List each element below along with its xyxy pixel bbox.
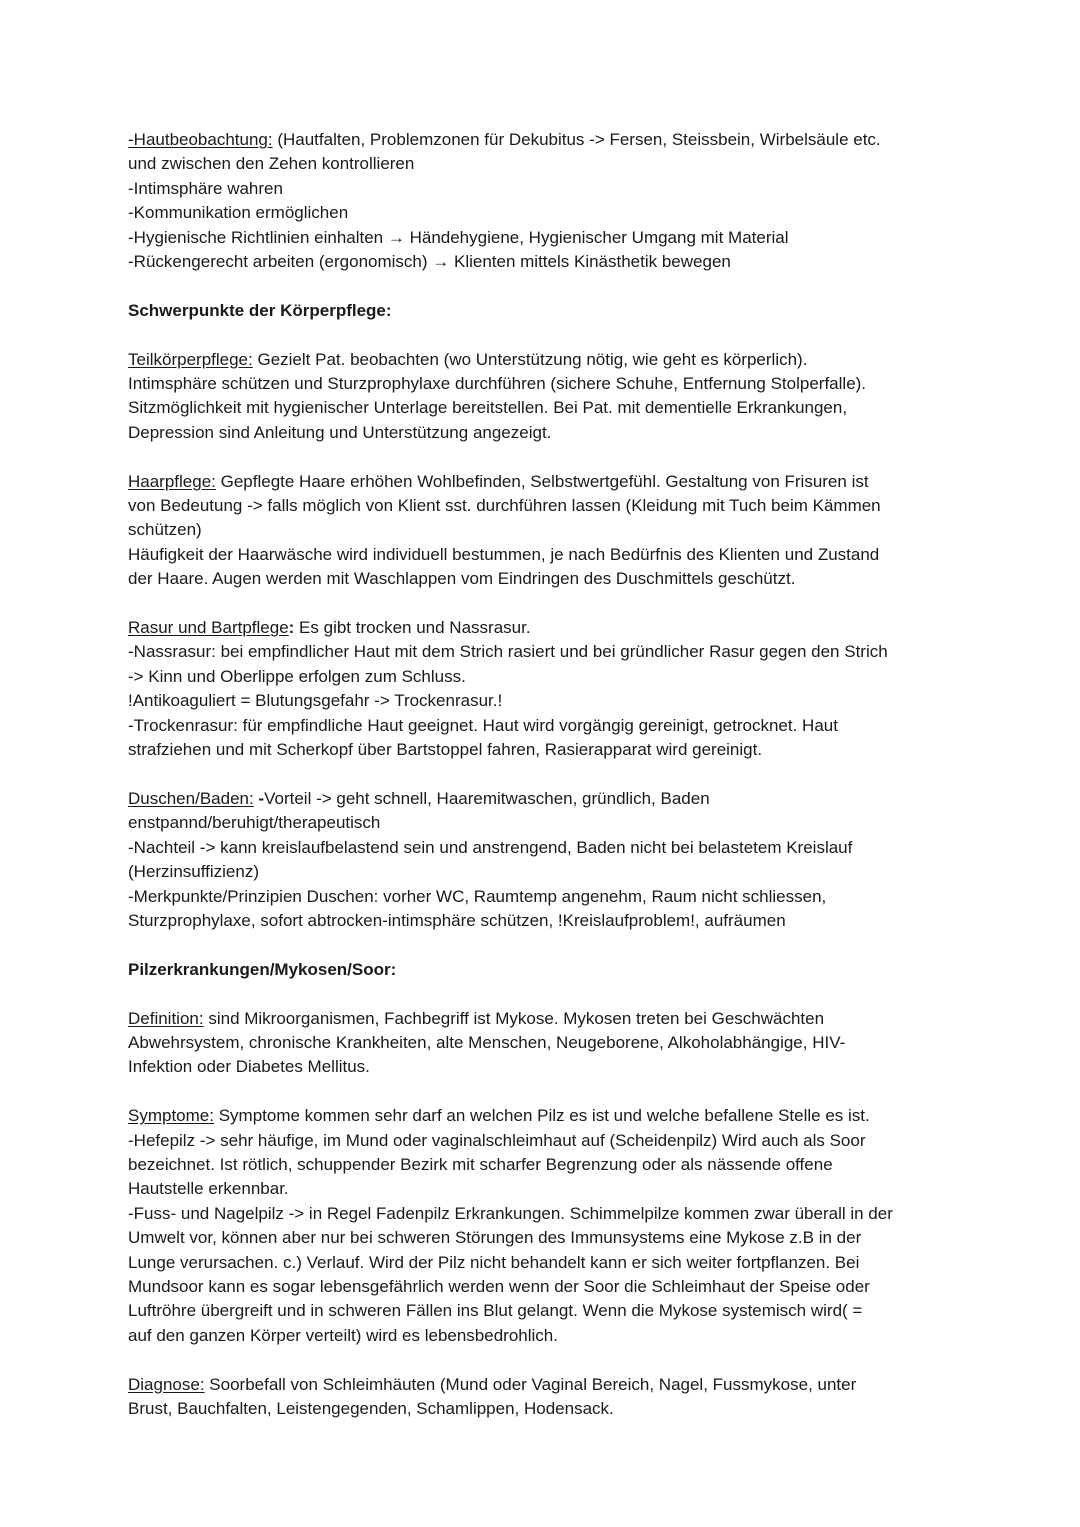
paragraph-line: -Trockenrasur: für empfindliche Haut geeignet. Haut wird vorgängig gereinigt, getrocknet. Haut — [128, 715, 838, 735]
paragraph-text: Es gibt trocken und Nassrasur. — [294, 618, 531, 638]
paragraph-line: -Hefepilz -> sehr häufige, im Mund oder vaginalschleimhaut auf (Scheidenpilz) Wird auch als Soor — [128, 1130, 866, 1150]
paragraph-text: Symptome kommen sehr darf an welchen Pilz es ist und welche befallene Stelle es ist. — [213, 1106, 870, 1126]
duschen-paragraph — [128, 787, 960, 933]
diagnose-paragraph — [128, 1373, 960, 1422]
definition-label: Definition: — [128, 1008, 204, 1028]
paragraph-line: -Nachteil -> kann kreislaufbelastend sein und anstrengend, Baden nicht bei belastetem Kreislauf — [128, 837, 853, 857]
paragraph-text: Gezielt Pat. beobachten (wo Unterstützung nötig, wie geht es körperlich). — [252, 349, 808, 369]
section-heading — [128, 299, 960, 323]
symptome-paragraph — [128, 1104, 960, 1348]
section-heading — [128, 958, 960, 982]
rasur-label: Rasur und Bartpflege — [128, 618, 289, 638]
paragraph-text: Gepflegte Haare erhöhen Wohlbefinden, Selbstwertgefühl. Gestaltung von Frisuren ist — [215, 471, 869, 491]
rasur-colon: : — [288, 618, 295, 638]
paragraph-line: -> Kinn und Oberlippe erfolgen zum Schluss. — [128, 666, 466, 686]
intro-line: -Kommunikation ermöglichen — [128, 203, 349, 223]
haarpflege-paragraph — [128, 470, 960, 592]
intro-line: und zwischen den Zehen kontrollieren — [128, 154, 415, 174]
paragraph-line: enstpannd/beruhigt/therapeutisch — [128, 813, 381, 833]
rasur-paragraph — [128, 616, 960, 762]
paragraph-text: sind Mikroorganismen, Fachbegriff ist Mykose. Mykosen treten bei Geschwächten — [203, 1008, 825, 1028]
intro-line-text: (Hautfalten, Problemzonen für Dekubitus -> Fersen, Steissbein, Wirbelsäule etc. — [272, 130, 881, 149]
paragraph-line: Depression sind Anleitung und Unterstützung angezeigt. — [128, 422, 552, 442]
paragraph-line: Hautstelle erkennbar. — [128, 1179, 289, 1199]
definition-paragraph — [128, 1007, 960, 1080]
teilkoerperpflege-paragraph — [128, 348, 960, 446]
paragraph-line: schützen) — [128, 520, 202, 540]
paragraph-line: strafziehen und mit Scherkopf über Bartstoppel fahren, Rasierapparat wird gereinigt. — [128, 740, 763, 760]
paragraph-line: Mundsoor kann es sogar lebensgefährlich werden wenn der Soor die Schleimhaut der Speise oder — [128, 1276, 870, 1296]
paragraph-line: von Bedeutung -> falls möglich von Klient sst. durchführen lassen (Kleidung mit Tuch beim Kämmen — [128, 496, 881, 516]
intro-line: -Intimsphäre wahren — [128, 178, 283, 198]
paragraph-text: Soorbefall von Schleimhäuten (Mund oder Vaginal Bereich, Nagel, Fussmykose, unter — [204, 1374, 857, 1394]
duschen-dash: - — [253, 788, 265, 808]
heading-koerperpflege: Schwerpunkte der Körperpflege: — [128, 300, 392, 320]
symptome-label: Symptome: — [128, 1106, 214, 1126]
paragraph-line: -Merkpunkte/Prinzipien Duschen: vorher WC, Raumtemp angenehm, Raum nicht schliessen, — [128, 886, 827, 906]
paragraph-line: Umwelt vor, können aber nur bei schweren Störungen des Immunsystems eine Mykose z.B in der — [128, 1228, 862, 1248]
duschen-label: Duschen/Baden: — [128, 788, 254, 808]
intro-line: -Hygienische Richtlinien einhalten → Händehygiene, Hygienischer Umgang mit Material — [128, 227, 789, 247]
paragraph-line: Brust, Bauchfalten, Leistengegenden, Schamlippen, Hodensack. — [128, 1398, 614, 1418]
paragraph-line: (Herzinsuffizienz) — [128, 862, 260, 882]
paragraph-line: Häufigkeit der Haarwäsche wird individuell bestummen, je nach Bedürfnis des Klienten und Zustand — [128, 544, 880, 564]
haarpflege-label: Haarpflege: — [128, 471, 216, 491]
diagnose-label: Diagnose: — [128, 1374, 205, 1394]
paragraph-line: Lunge verursachen. c.) Verlauf. Wird der Pilz nicht behandelt kann er sich weiter fortpflanzen. Bei — [128, 1252, 860, 1272]
paragraph-line: Sitzmöglichkeit mit hygienischer Unterlage bereitstellen. Bei Pat. mit dementielle Erkrankungen, — [128, 398, 848, 418]
paragraph-line: -Nassrasur: bei empfindlicher Haut mit dem Strich rasiert und bei gründlicher Rasur gegen den Strich — [128, 642, 888, 662]
paragraph-line: Intimsphäre schützen und Sturzprophylaxe durchführen (sichere Schuhe, Entfernung Stolperfalle). — [128, 374, 867, 394]
intro-line — [128, 128, 960, 152]
paragraph-line: der Haare. Augen werden mit Waschlappen vom Eindringen des Duschmittels geschützt. — [128, 569, 796, 589]
paragraph-line: auf den ganzen Körper verteilt) wird es lebensbedrohlich. — [128, 1325, 558, 1345]
heading-pilzerkrankungen: Pilzerkrankungen/Mykosen/Soor: — [128, 959, 397, 979]
paragraph-line: Sturzprophylaxe, sofort abtrocken-intimsphäre schützen, !Kreislaufproblem!, aufräumen — [128, 910, 786, 930]
paragraph-line: !Antikoaguliert = Blutungsgefahr -> Trockenrasur.! — [128, 691, 503, 711]
intro-line: -Rückengerecht arbeiten (ergonomisch) → Klienten mittels Kinästhetik bewegen — [128, 252, 731, 272]
paragraph-text: Vorteil -> geht schnell, Haaremitwaschen, gründlich, Baden — [264, 788, 710, 808]
paragraph-line: Abwehrsystem, chronische Krankheiten, alte Menschen, Neugeborene, Alkoholabhängige, HIV- — [128, 1032, 846, 1052]
teilkoerperpflege-label: Teilkörperpflege: — [128, 349, 253, 369]
hautbeobachtung-label: -Hautbeobachtung: — [128, 130, 273, 149]
intro-list — [128, 128, 960, 274]
paragraph-line: Infektion oder Diabetes Mellitus. — [128, 1057, 370, 1077]
paragraph-line: bezeichnet. Ist rötlich, schuppender Bezirk mit scharfer Begrenzung oder als nässende offene — [128, 1154, 833, 1174]
paragraph-line: -Fuss- und Nagelpilz -> in Regel Fadenpilz Erkrankungen. Schimmelpilze kommen zwar überall in der — [128, 1203, 893, 1223]
paragraph-line: Luftröhre übergreift und in schweren Fällen ins Blut gelangt. Wenn die Mykose systemisch wird( = — [128, 1301, 863, 1321]
